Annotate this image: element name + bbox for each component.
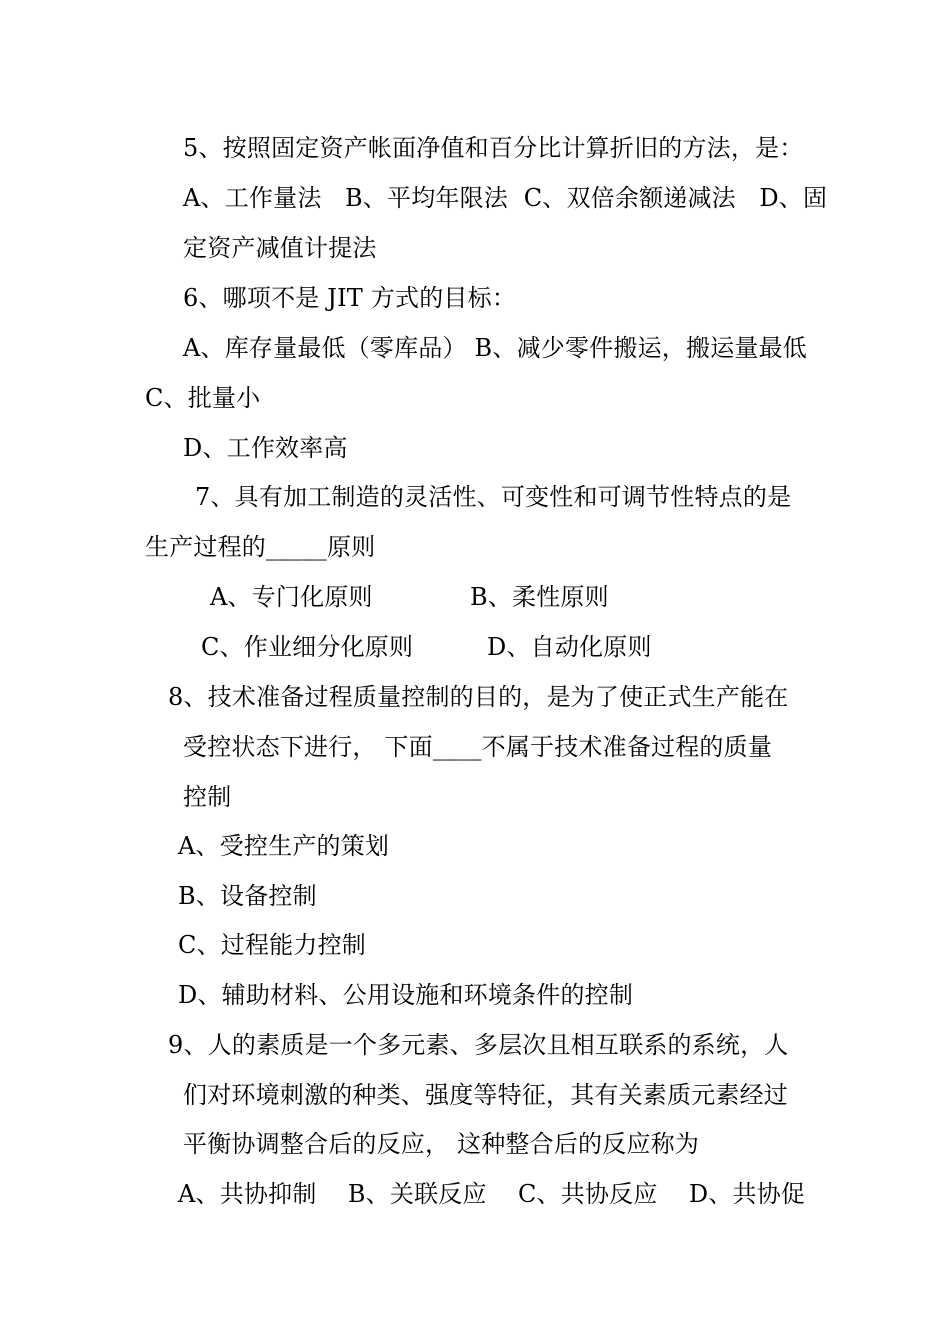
q6-options-line2: C、批量小	[145, 384, 261, 412]
q9-stem-line3: 平衡协调整合后的反应， 这种整合后的反应称为	[183, 1130, 700, 1158]
q7-stem-line2: 生产过程的_____原则	[145, 533, 376, 561]
q7-option-d: D、自动化原则	[487, 633, 652, 661]
q7-option-b: B、柔性原则	[470, 583, 609, 611]
q6-options-line1: A、库存量最低（零库品） B、减少零件搬运，搬运量最低	[183, 334, 807, 362]
q8-option-c: C、过程能力控制	[178, 931, 366, 959]
q9-stem-line2: 们对环境刺激的种类、强度等特征，其有关素质元素经过	[183, 1081, 788, 1109]
q5-stem: 5、按照固定资产帐面净值和百分比计算折旧的方法，是：	[183, 134, 804, 162]
q7-stem-line1: 7、具有加工制造的灵活性、可变性和可调节性特点的是	[195, 483, 792, 511]
q6-options-line3: D、工作效率高	[183, 434, 348, 462]
q8-option-d: D、辅助材料、公用设施和环境条件的控制	[178, 981, 634, 1009]
q5-options-line2: 定资产减值计提法	[183, 234, 377, 262]
q7-option-a: A、专门化原则	[210, 583, 373, 611]
q9-stem-line1: 9、人的素质是一个多元素、多层次且相互联系的系统，人	[168, 1031, 789, 1059]
q5-options-line1: A、工作量法 B、平均年限法 C、双倍余额递减法 D、固	[183, 184, 828, 212]
q8-stem-line3: 控制	[183, 783, 232, 811]
q6-stem: 6、哪项不是 JIT 方式的目标：	[183, 284, 517, 312]
q7-option-c: C、作业细分化原则	[201, 633, 414, 661]
q9-options-line1: A、共协抑制 B、关联反应 C、共协反应 D、共协促	[178, 1180, 806, 1208]
q8-stem-line2: 受控状态下进行， 下面____不属于技术准备过程的质量	[183, 733, 773, 761]
q8-option-a: A、受控生产的策划	[178, 832, 390, 860]
q8-option-b: B、设备控制	[178, 882, 317, 910]
q8-stem-line1: 8、技术准备过程质量控制的目的，是为了使正式生产能在	[168, 683, 789, 711]
